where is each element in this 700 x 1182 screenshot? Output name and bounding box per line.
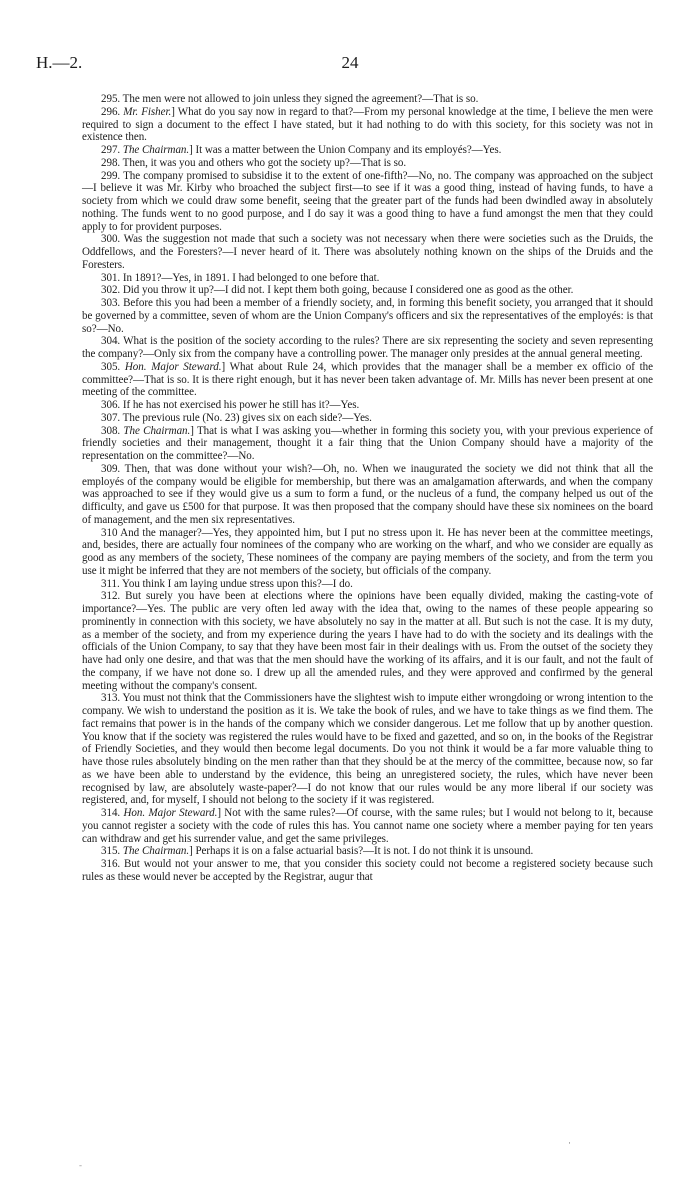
paragraph	[82, 578, 653, 591]
paragraph-text: 295. The men were not allowed to join unless they signed the agreement?—That is so.	[101, 93, 479, 105]
paragraph	[82, 858, 653, 884]
paragraph-number: 305.	[101, 360, 125, 373]
paragraph-text: 306. If he has not exercised his power he still has it?—Yes.	[101, 399, 360, 411]
speaker-name: The Chairman.	[122, 144, 190, 156]
paragraph-text: 316. But would not your answer to me, that you consider this society could not become a registered society because such rules as these would never be accepted by the Registrar, augur that	[82, 858, 653, 883]
paragraph	[82, 692, 653, 807]
paragraph-text: 298. Then, it was you and others who got the society up?—That is so.	[101, 156, 407, 169]
paragraph-text: 307. The previous rule (No. 23) gives six on each side?—Yes.	[101, 411, 372, 424]
paragraph-text: 299. The company promised to subsidise it to the extent of one-fifth?—No, no. The company was approached on the subject—I believe it was Mr. Kirby who broached the subject first—to see if it was a good thing, instead of having funds, to have a society from which we could draw some benefit, seeing that the greater part of the funds had been dwindled away in absolutely nothing. The funds went to no good purpose, and I do say it was a good thing to have a fund amongst the men that they could apply to for provident purposes.	[82, 169, 653, 233]
speaker-name: The Chairman.	[123, 424, 191, 437]
paragraph	[82, 361, 653, 399]
paragraph-text: ] What do you say now in regard to that?—From my personal knowledge at the time, I believe the men were required to sign a document to the effect I have stated, but it had nothing to do with this society, for this society was not in existence then.	[82, 105, 653, 144]
paragraph	[82, 463, 653, 527]
paragraph-text: 301. In 1891?—Yes, in 1891. I had belonged to one before that.	[101, 271, 380, 284]
document-reference: H.—2.	[36, 53, 83, 72]
paragraph	[82, 106, 653, 144]
paragraph-text: ] What about Rule 24, which provides that the manager shall be a member ex officio of the committee?—That is so. It is there right enough, but it has never been taken advantage of. Mr. Mills has never been present at one meeting of the committee.	[82, 360, 653, 399]
paragraph-text: 309. Then, that was done without your wish?—Oh, no. When we inaugurated the society we did not think that all the employés of the company would be eligible for membership, but there was an amalgamation afterwards, and when the company was approached to see if they would give us a sum to form a fund, or the nucleus of a fund, the company helped us out of the difficulty, and gave us £500 for that purpose. It was then proposed that the company should have these six nominees on the board of management, and the men six representatives.	[82, 462, 653, 526]
scan-mark: ·	[568, 1138, 571, 1148]
paragraph	[82, 272, 653, 285]
page-number: 24	[341, 53, 359, 72]
paragraph	[82, 399, 653, 412]
paragraph	[82, 170, 653, 234]
paragraph-text: 303. Before this you had been a member of a friendly society, and, in forming this benefit society, you arranged that it should be governed by a committee, seven of whom are the Union Company's officers and six the representatives of the employés: is that so?—No.	[82, 297, 653, 335]
speaker-name: Hon. Major Steward.	[123, 807, 218, 819]
paragraph-number: 315.	[101, 845, 123, 858]
paragraph-text: 304. What is the position of the society according to the rules? There are six representing the society and seven representing the company?—Only six from the company have a controlling power. The manager only presides at the annual general meeting.	[82, 335, 653, 360]
paragraph	[82, 425, 653, 463]
paragraph	[82, 807, 653, 845]
paragraph-text: 302. Did you throw it up?—I did not. I kept them both going, because I considered one as good as the other.	[101, 284, 574, 297]
paragraph-text: ] That is what I was asking you—whether in forming this society you, with your previous experience of friendly societies and their management, thought it a fair thing that the Union Company should have a majority of the representation on the committee?—No.	[82, 424, 653, 462]
paragraph-text: 311. You think I am laying undue stress upon this?—I do.	[101, 577, 353, 590]
page-header	[0, 53, 700, 75]
paragraph-number: 308.	[101, 424, 124, 437]
paragraph	[82, 93, 653, 106]
paragraph	[82, 335, 653, 361]
paragraph	[82, 590, 653, 692]
speaker-name: The Chairman.	[122, 845, 190, 858]
paragraph-text: ] Perhaps it is on a false actuarial basis?—It is not. I do not think it is unsound.	[189, 845, 534, 858]
paragraph	[82, 144, 653, 157]
paragraph	[82, 297, 653, 335]
scan-mark: -	[79, 1160, 82, 1170]
paragraph-text: 313. You must not think that the Commissioners have the slightest wish to impute either wrongdoing or wrong intention to the company. We wish to understand the position as it is. We take the book of rules, and we have to take things as we find them. The fact remains that power is in the hands of the company which we consider dangerous. Let me follow that up by another question. You know that if the society was registered the rules would have to be fixed and gazetted, and so on, in the books of the Registrar of Friendly Societies, and they would then become legal documents. Do you not think it would be a far more valuable thing to have those rules absolutely binding on the men rather than that they should be at the mercy of the committee, because now, so far as we have been able to understand by the evidence, this being an unregistered society, the rules, which have never been recognised by law, are absolutely waste-paper?—I do not know that our rules would be any more liberal if our society was registered, and, for myself, I should not belong to the society if it was registered.	[82, 692, 653, 807]
paragraph-text: 310 And the manager?—Yes, they appointed him, but I put no stress upon it. He has never been at the committee meetings, and, besides, there are actually four nominees of the company who are working on the wharf, and who we consider are equally as good as any members of the society, These nominees of the company are paying members of the society, and from the term you use it might be inferred that they are not members of the society, but officials of the company.	[82, 526, 653, 577]
paragraph-number: 297.	[101, 144, 123, 156]
paragraph	[82, 284, 653, 297]
paragraph	[82, 233, 653, 271]
paragraph-text: ] Not with the same rules?—Of course, with the same rules; but I would not belong to it, because you cannot register a society with the code of rules this has. You cannot name one society where a member paying for ten years can withdraw and get his surrender value, and get the same privileges.	[82, 807, 653, 845]
body-text	[82, 93, 653, 884]
paragraph	[82, 157, 653, 170]
paragraph	[82, 412, 653, 425]
paragraph-number: 296.	[101, 105, 124, 118]
paragraph-text: 300. Was the suggestion not made that such a society was not necessary when there were societies such as the Druids, the Oddfellows, and the Foresters?—I never heard of it. There was absolutely nothing known on the ships of the Druids and the Foresters.	[82, 233, 653, 271]
paragraph-text: 312. But surely you have been at elections where the opinions have been equally divided, making the casting-vote of importance?—Yes. The public are very often led away with the idea that, owing to the names of these people appearing so prominently in connection with this society, we have absolutely no say in the matter at all. But such is not the case. It is my duty, as a member of the society, and from my experience during the years I have had to do with the society and its dealings with the officials of the Union Company, to say that they have been most fair in their dealings with us. From the outset of the society they have had only one desire, and that was that the men should have the working of its affairs, and it is our fault, and not the fault of the company, if we have not done so. I drew up all the amended rules, and they were approved and confirmed by the general meeting without the company's consent.	[82, 590, 653, 692]
paragraph	[82, 527, 653, 578]
paragraph	[82, 845, 653, 858]
paragraph-number: 314.	[101, 807, 124, 819]
speaker-name: Mr. Fisher.	[123, 105, 172, 118]
speaker-name: Hon. Major Steward.	[124, 360, 222, 373]
paragraph-text: ] It was a matter between the Union Company and its employés?—Yes.	[189, 144, 502, 156]
